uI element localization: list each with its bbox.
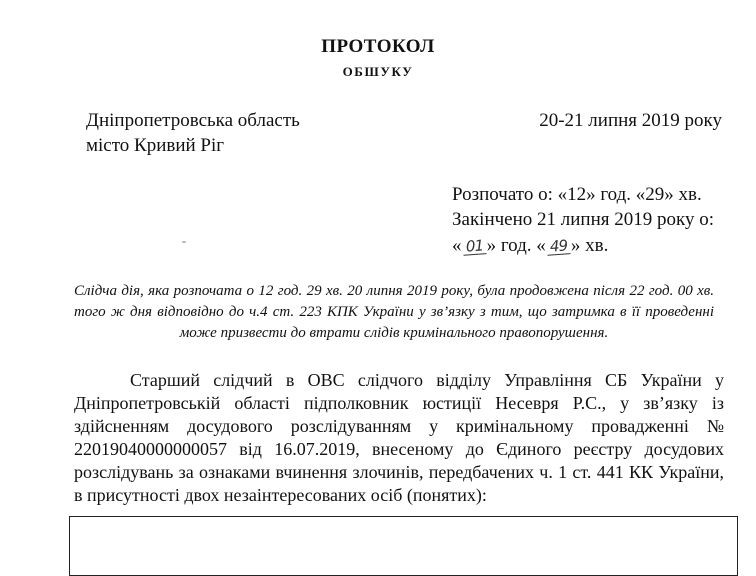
region-text: Дніпропетровська область (86, 110, 300, 131)
document-date: 20-21 липня 2019 року (539, 110, 722, 131)
end-time-open-quote: « (452, 235, 462, 256)
end-time-minute-label: » хв. (570, 235, 609, 256)
start-time-line: Розпочато о: «12» год. «29» хв. (452, 184, 702, 205)
handwritten-minute: 49 (546, 238, 570, 256)
document-subtitle: ОБШУКУ (342, 64, 414, 79)
end-time-line (452, 235, 608, 257)
handwritten-hour: 01 (462, 238, 486, 256)
scan-speck (182, 241, 186, 243)
document-title: ПРОТОКОЛ (321, 36, 435, 57)
end-date-line: Закінчено 21 липня 2019 року о: (452, 209, 715, 230)
witness-table-box (69, 516, 738, 576)
continuation-notice: Слідча дія, яка розпочата о 12 год. 29 хв. 20 липня 2019 року, була продовжена після 22 год. 00 хв. того ж дня відповідно до ч.4 ст. 223 КПК України у зв’язку з тим, що затримка в її проведенні може призвести до втрати слідів кримінального правопорушення. (74, 283, 714, 341)
main-paragraph: Старший слідчий в ОВС слідчого відділу Управління СБ України у Дніпропетровській області підполковник юстиції Несевря Р.С., у зв’язку із здійсненням досудового розслідуванням у кримінальному провадженні № 22019040000000057 від 16.07.2019, внесеному до Єдиного реєстру досудових розслідувань за ознаками вчинення злочинів, передбачених ч. 1 ст. 441 КК України, в присутності двох незаінтересованих осіб (понятих): (74, 370, 724, 505)
end-time-hour-label: » год. « (486, 235, 546, 256)
city-text: місто Кривий Ріг (86, 135, 225, 156)
